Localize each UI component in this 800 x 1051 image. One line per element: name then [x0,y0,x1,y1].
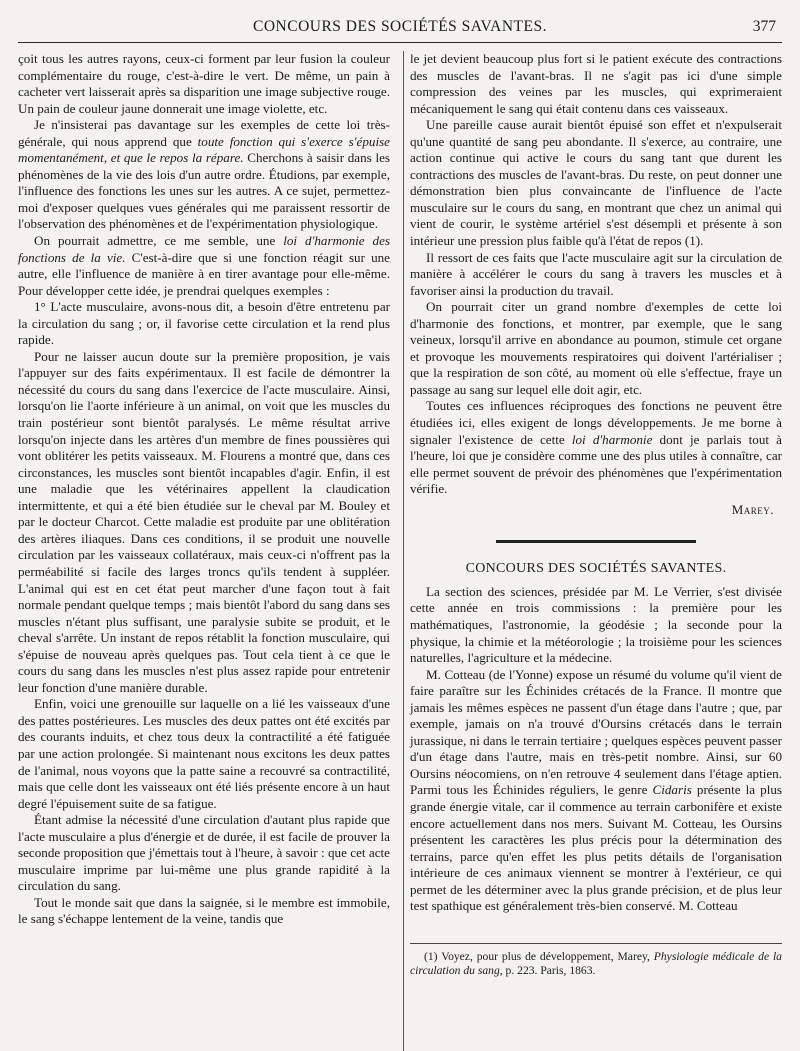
paragraph: le jet devient beaucoup plus fort si le patient exécute des contractions des muscles de l'avant-bras. Il ne s'agit pas ici d'une simple compression des veines par les muscles, qui exprimeraient mécaniquement le sang qui était contenu dans ces vaisseaux. [410,51,782,116]
paragraph: Toutes ces influences réciproques des fonctions ne peuvent être étudiées ici, elles exigent de longs développements. Je me borne à signaler l'existence de cette loi d'harmonie dont je parlais tout à l'heure, loi que je considère comme une des plus utiles à connaître, car elle permet souvent de prévoir des phénomènes que l'expérimentation vérifie. [410,398,782,497]
page-number: 377 [752,18,776,35]
paragraph: Je n'insisterai pas davantage sur les exemples de cette loi très-générale, qui nous apprend que toute fonction qui s'exerce s'épuise momentanément, et que le repos la répare. Cherchons à saisir dans les phénomènes de la vie des lois d'un autre ordre. Étudions, par exemple, l'influence des fonctions les unes sur les autres. A ce sujet, permettez-moi d'exposer quelques vues générales qui me paraissent ressortir de l'observation des phénomènes et de l'expérimentation physiologique. [18,117,390,232]
paragraph: On pourrait admettre, ce me semble, une loi d'harmonie des fonctions de la vie. C'est-à-dire que si une fonction réagit sur une autre, elle l'influence de manière à en tirer avantage pour elle-même. Pour développer cette idée, je prendrai quelques exemples : [18,233,390,298]
paragraph: çoit tous les autres rayons, ceux-ci forment par leur fusion la couleur complémentaire du rouge, c'est-à-dire le vert. De même, un pain à cacheter vert laisserait après sa disparition une image subjective rouge. Un pain de couleur jaune donnerait une image violette, etc. [18,51,390,116]
section-separator [496,540,696,543]
paragraph: Une pareille cause aurait bientôt épuisé son effet et n'expulserait qu'une quantité de sang peu abondante. Il s'exerce, au contraire, une action continue qui active le cours du sang tant que durent les contractions des muscles de l'avant-bras. Du reste, on peut donner une démonstration bien plus convaincante de l'influence de l'acte musculaire sur le cours du sang, en montrant que chez un animal qui vient de courir, le système artériel s'est désempli et présente à son intérieur une pression plus faible qu'à l'état de repos (1). [410,117,782,249]
section-title: CONCOURS DES SOCIÉTÉS SAVANTES. [465,561,727,577]
paragraph: Enfin, voici une grenouille sur laquelle on a lié les vaisseaux d'une des pattes postérieures. Les muscles des deux pattes ont été excités par des courants induits, et chez tous deux la contractilité a été fatiguée par une action prolongée. Si maintenant nous excitons les deux pattes de l'animal, nous voyons que la patte saine a recouvré sa contractilité, mais que celle dont les vaisseaux ont été liés présente encore à un haut degré l'épuisement suite de sa fatigue. [18,696,390,811]
emphasis-text: loi d'harmonie [571,431,653,447]
running-title: CONCOURS DES SOCIÉTÉS SAVANTES. [253,18,547,35]
paragraph: M. Cotteau (de l'Yonne) expose un résumé du volume qu'il vient de faire paraître sur les Échinides crétacés de la France. Il montre que jamais les mêmes espèces ne passent d'un étage dans l'autre ; que, par exemple, jamais on n'a trouvé d'Oursins crétacés dans le terrain jurassique, ni dans le terrain tertiaire ; quelques espèces peuvent passer d'un étage dans l'autre, mais en très-petit nombre. Ainsi, sur 60 Oursins néocomiens, on n'en retrouve 4 seulement dans l'étage aptien. Parmi tous les Échinides réguliers, le genre Cidaris présente la plus grande énergie vitale, car il commence au terrain carbonifère et existe encore actuellement dans nos mers. Suivant M. Cotteau, les Oursins présentent les caractères les plus précis pour la détermination des terrains, parce qu'en effet les plus petits détails de l'organisation intérieure de ces animaux viennent se montrer à l'extérieur, ce qui permet de les déterminer avec la plus grande précision, et de plus leur test spathique est généralement très-bien conservé. M. Cotteau [410,666,782,914]
column-divider [403,51,404,1051]
emphasis-text: Physiologie médicale de la circulation du sang [410,949,782,978]
paragraph: La section des sciences, présidée par M. Le Verrier, s'est divisée cette année en trois commissions : la première pour les mathématiques, l'astronomie, la géodésie ; la seconde pour la physique, la chimie et la météorologie ; la troisième pour les sciences naturelles, l'agriculture et la médecine. [410,583,782,666]
emphasis-text: Cidaris [652,782,692,798]
right-column [410,51,782,979]
emphasis-text: loi d'harmonie des fonctions de la vie. [18,233,390,265]
paragraph: 1° L'acte musculaire, avons-nous dit, a besoin d'être entretenu par la circulation du sang ; or, il favorise cette circulation et la rend plus rapide. [18,299,390,348]
page-header [18,14,782,43]
emphasis-text: toute fonction qui s'exerce s'épuise momentanément, et que le repos la répare. [18,133,390,166]
footnote: (1) Voyez, pour plus de développement, Marey, Physiologie médicale de la circulation du sang, p. 223. Paris, 1863. [410,949,782,978]
paragraph: Étant admise la nécessité d'une circulation d'autant plus rapide que l'acte musculaire a plus d'énergie et de durée, il est facile de prouver la seconde proposition que j'émettais tout à l'heure, à savoir : que cet acte musculaire imprime par lui-même une plus grande rapidité à la circulation du sang. [18,812,390,894]
author-signature: Marey. [731,501,774,517]
footnote-rule [410,943,782,944]
left-column [18,51,390,928]
paragraph: Pour ne laisser aucun doute sur la première proposition, je vais l'appuyer sur des faits expérimentaux. Il est facile de démontrer la nécessité du cours du sang dans l'exercice de l'acte musculaire. Ainsi, lorsqu'on lie l'aorte inférieure à un animal, on voit que les muscles du train postérieur sont bientôt paralysés. Le même résultat arrive lorsqu'on injecte dans les artères d'un membre de fines poussières qui vont oblitérer les petits vaisseaux. M. Flourens a montré que, dans ces circonstances, les muscles sont bientôt incapables d'agir. Enfin, il est une maladie que les vétérinaires appellent la claudication intermittente, et qui a été bien étudiée sur le cheval par M. Bouley et par le docteur Charcot. Cette maladie est produite par une oblitération des artères iliaques. Dans ces conditions, il se produit une nouvelle circulation par les vaisseaux collatéraux, mais ceux-ci n'offrent pas la perméabilité si facile des larges troncs qu'ils tendent à suppléer. L'animal qui est en cet état peut marcher d'une façon tout à fait normale pendant quelque temps ; mais bientôt l'abord du sang dans ses muscles n'étant plus suffisant, une paralysie subite se produit, et le cheval s'arrête. Un instant de repos rétablit la fonction musculaire, qui s'épuise de nouveau après quelques pas. Tout cela tient à ce que le cours du sang dans les muscles n'est plus assez rapide pour entretenir leur fonction d'une manière durable. [18,348,390,695]
paragraph: Il ressort de ces faits que l'acte musculaire agit sur la circulation de manière à accélérer le cours du sang à travers les muscles et à favoriser ainsi la production du travail. [410,249,782,298]
paragraph: Tout le monde sait que dans la saignée, si le membre est immobile, le sang s'échappe lentement de la veine, tandis que [18,894,390,927]
paragraph: On pourrait citer un grand nombre d'exemples de cette loi d'harmonie des fonctions, et montrer, par exemple, que le sang veineux, lorsqu'il arrive en abondance au poumon, stimule cet organe et provoque les mouvements respiratoires qui doivent l'artérialiser ; que la respiration de son côté, au moment où elle s'effectue, fraye un passage au sang sur lequel elle doit agir, etc. [410,299,782,397]
